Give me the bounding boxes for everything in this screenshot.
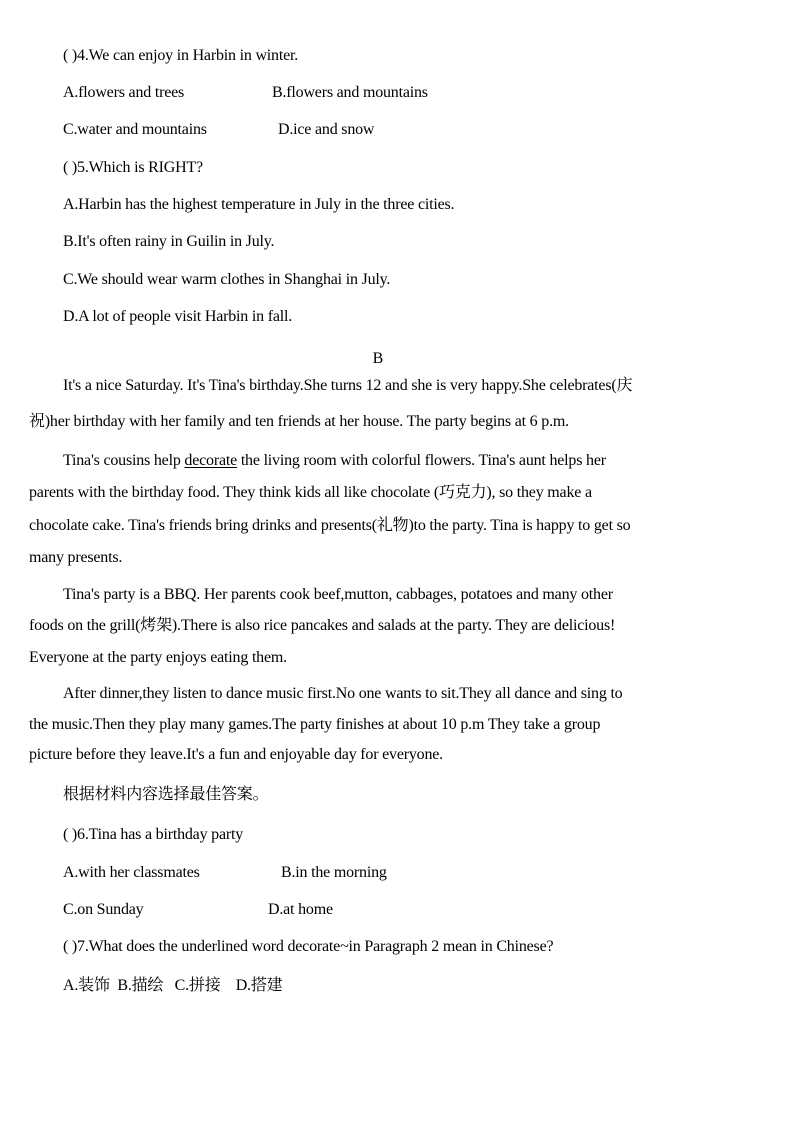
underlined-word: decorate <box>184 452 238 469</box>
q5-option-a: A.Harbin has the highest temperature in July in the three cities. <box>63 196 455 213</box>
passage-text: the living room with colorful flowers. Tina's aunt helps her <box>237 452 606 469</box>
q4-option-b: B.flowers and mountains <box>272 84 428 101</box>
q5-option-d: D.A lot of people visit Harbin in fall. <box>63 308 293 325</box>
passage-p1-line2: 祝)her birthday with her family and ten friends at her house. The party begins at 6 p.m. <box>29 413 569 430</box>
q4-option-d: D.ice and snow <box>278 121 375 138</box>
passage-p4-line1: After dinner,they listen to dance music first.No one wants to sit.They all dance and sing to <box>63 685 623 702</box>
q6-option-d: D.at home <box>268 901 333 918</box>
q4-stem: ( )4.We can enjoy in Harbin in winter. <box>63 47 299 64</box>
passage-p3-line2: foods on the grill(烤架).There is also rice pancakes and salads at the party. They are delicious! <box>29 617 616 634</box>
passage-p2-line4: many presents. <box>29 549 123 566</box>
section-b-heading: B <box>372 350 384 367</box>
q6-option-b: B.in the morning <box>281 864 387 881</box>
q4-option-c: C.water and mountains <box>63 121 207 138</box>
passage-p4-line3: picture before they leave.It's a fun and enjoyable day for everyone. <box>29 746 443 763</box>
q5-stem: ( )5.Which is RIGHT? <box>63 159 203 176</box>
passage-text: Tina's cousins help <box>63 452 185 469</box>
passage-p2-line2: parents with the birthday food. They think kids all like chocolate (巧克力), so they make a <box>29 484 592 501</box>
q5-option-c: C.We should wear warm clothes in Shanghai in July. <box>63 271 391 288</box>
q4-option-a: A.flowers and trees <box>63 84 185 101</box>
q6-option-a: A.with her classmates <box>63 864 200 881</box>
q6-stem: ( )6.Tina has a birthday party <box>63 826 244 843</box>
passage-p1-line1: It's a nice Saturday. It's Tina's birthday.She turns 12 and she is very happy.She celebrates(庆 <box>63 377 633 394</box>
passage-p2-line1 <box>63 451 606 471</box>
passage-p2-line3: chocolate cake. Tina's friends bring drinks and presents(礼物)to the party. Tina is happy to get so <box>29 517 631 534</box>
passage-p3-line1: Tina's party is a BBQ. Her parents cook beef,mutton, cabbages, potatoes and many other <box>63 586 613 603</box>
passage-p3-line3: Everyone at the party enjoys eating them. <box>29 649 287 666</box>
q7-options: A.装饰 B.描绘 C.拼接 D.搭建 <box>63 977 283 994</box>
q7-stem: ( )7.What does the underlined word decorate~in Paragraph 2 mean in Chinese? <box>63 938 554 955</box>
q6-option-c: C.on Sunday <box>63 901 144 918</box>
passage-p4-line2: the music.Then they play many games.The party finishes at about 10 p.m They take a group <box>29 716 601 733</box>
instruction-text: 根据材料内容选择最佳答案。 <box>63 786 269 803</box>
q5-option-b: B.It's often rainy in Guilin in July. <box>63 233 275 250</box>
